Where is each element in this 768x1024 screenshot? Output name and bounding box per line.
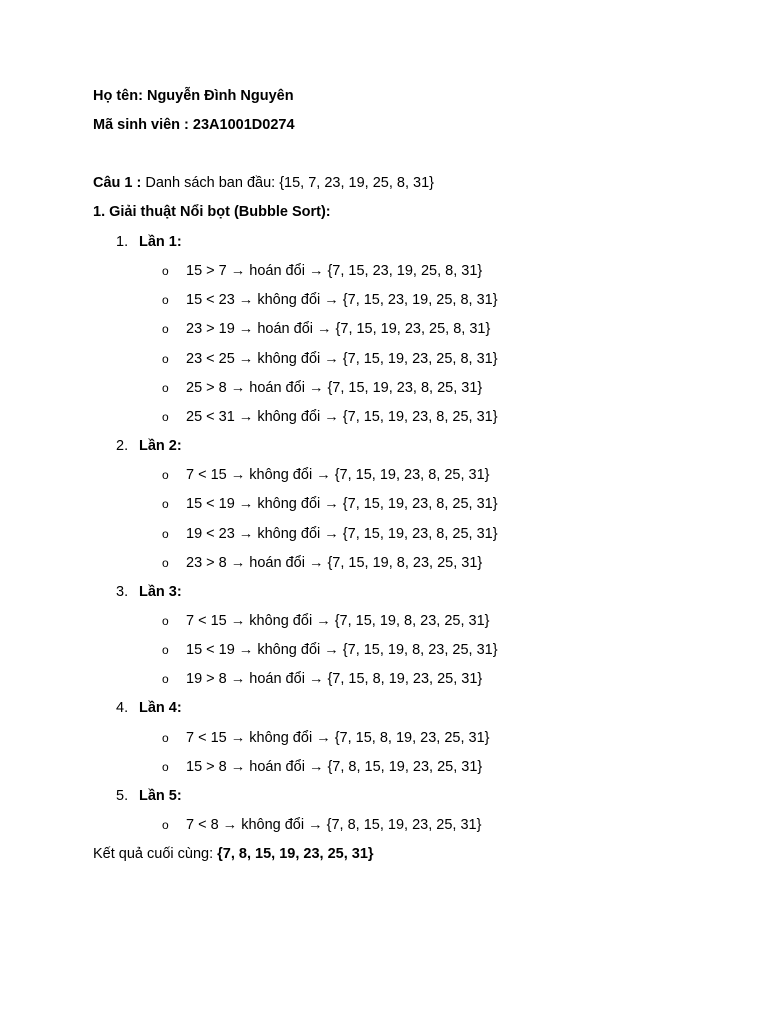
name-label: Họ tên: bbox=[93, 88, 143, 104]
name-value: Nguyễn Đình Nguyên bbox=[146, 88, 294, 104]
bullet-icon: o bbox=[162, 818, 169, 832]
bullet-icon: o bbox=[162, 497, 169, 511]
step-item: 15 > 7 → hoán đổi → {7, 15, 23, 19, 25, 8, 31} bbox=[186, 263, 483, 279]
bullet-icon: o bbox=[162, 264, 169, 278]
pass-number: 5. bbox=[116, 788, 129, 804]
student-id-line bbox=[93, 116, 295, 134]
pass-label: Lần 3: bbox=[139, 584, 182, 600]
bullet-icon: o bbox=[162, 672, 169, 686]
step-item: 25 > 8 → hoán đổi → {7, 15, 19, 23, 8, 25, 31} bbox=[186, 380, 483, 396]
bullet-icon: o bbox=[162, 556, 169, 570]
pass-label: Lần 4: bbox=[139, 700, 182, 716]
bullet-icon: o bbox=[162, 381, 169, 395]
pass-number: 1. bbox=[116, 234, 129, 250]
step-item: 25 < 31 → không đổi → {7, 15, 19, 23, 8, 25, 31} bbox=[186, 409, 498, 425]
step-item: 15 < 19 → không đổi → {7, 15, 19, 23, 8, 25, 31} bbox=[186, 496, 498, 512]
pass-number: 2. bbox=[116, 438, 129, 454]
pass-label: Lần 1: bbox=[139, 234, 182, 250]
step-item: 7 < 15 → không đổi → {7, 15, 19, 8, 23, 25, 31} bbox=[186, 613, 490, 629]
pass-number: 4. bbox=[116, 700, 129, 716]
step-item: 23 < 25 → không đổi → {7, 15, 19, 23, 25, 8, 31} bbox=[186, 351, 498, 367]
bullet-icon: o bbox=[162, 352, 169, 366]
result-label: Kết quả cuối cùng: bbox=[93, 846, 214, 862]
bullet-icon: o bbox=[162, 643, 169, 657]
id-value: 23A1001D0274 bbox=[192, 117, 295, 133]
step-item: 7 < 15 → không đổi → {7, 15, 8, 19, 23, 25, 31} bbox=[186, 730, 490, 746]
bullet-icon: o bbox=[162, 293, 169, 307]
bullet-icon: o bbox=[162, 731, 169, 745]
bullet-icon: o bbox=[162, 468, 169, 482]
question-label: Câu 1 : bbox=[93, 175, 142, 191]
bullet-icon: o bbox=[162, 527, 169, 541]
step-item: 15 > 8 → hoán đổi → {7, 8, 15, 19, 23, 25, 31} bbox=[186, 759, 483, 775]
bullet-icon: o bbox=[162, 760, 169, 774]
question-text: Danh sách ban đầu: {15, 7, 23, 19, 25, 8, 31} bbox=[145, 175, 434, 191]
bullet-icon: o bbox=[162, 322, 169, 336]
pass-label: Lần 5: bbox=[139, 788, 182, 804]
result-value: {7, 8, 15, 19, 23, 25, 31} bbox=[217, 846, 374, 862]
bullet-icon: o bbox=[162, 614, 169, 628]
bullet-icon: o bbox=[162, 410, 169, 424]
step-item: 7 < 8 → không đổi → {7, 8, 15, 19, 23, 25, 31} bbox=[186, 817, 482, 833]
step-item: 19 > 8 → hoán đổi → {7, 15, 8, 19, 23, 25, 31} bbox=[186, 671, 483, 687]
step-item: 15 < 23 → không đổi → {7, 15, 23, 19, 25, 8, 31} bbox=[186, 292, 498, 308]
id-label: Mã sinh viên : bbox=[93, 117, 189, 133]
step-item: 23 > 8 → hoán đổi → {7, 15, 19, 8, 23, 25, 31} bbox=[186, 555, 483, 571]
step-item: 19 < 23 → không đổi → {7, 15, 19, 23, 8, 25, 31} bbox=[186, 526, 498, 542]
step-item: 23 > 19 → hoán đổi → {7, 15, 19, 23, 25, 8, 31} bbox=[186, 321, 491, 337]
pass-label: Lần 2: bbox=[139, 438, 182, 454]
pass-number: 3. bbox=[116, 584, 129, 600]
section-title: 1. Giải thuật Nổi bọt (Bubble Sort): bbox=[93, 204, 331, 220]
student-name-line bbox=[93, 87, 294, 105]
question-line bbox=[93, 174, 434, 192]
step-item: 15 < 19 → không đổi → {7, 15, 19, 8, 23, 25, 31} bbox=[186, 642, 498, 658]
step-item: 7 < 15 → không đổi → {7, 15, 19, 23, 8, 25, 31} bbox=[186, 467, 490, 483]
final-result-line bbox=[93, 845, 374, 863]
